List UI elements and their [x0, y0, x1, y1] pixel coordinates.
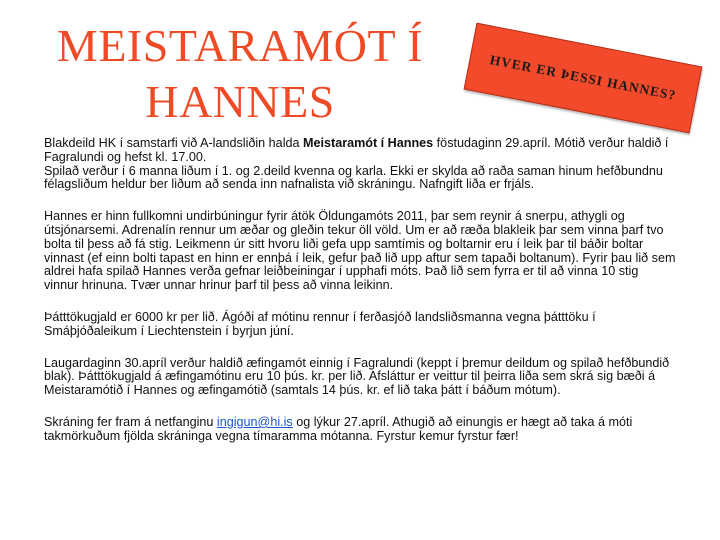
- intro-text-end: föstudaginn 29.apríl. Mótið verður haldið í Fagralundi og hefst kl. 17.00.: [44, 136, 669, 164]
- page-title-line-1: MEISTARAMÓT Í: [56, 20, 424, 71]
- email-link[interactable]: ingigun@hi.is: [216, 414, 293, 429]
- intro-text-start: Blakdeild HK í samstarfi við A-landsliðin halda: [44, 136, 303, 150]
- registration-text-end: og lýkur 27.apríl. Athugið að einungis er hægt að taka á móti takmörkuðum fjölda skráninga vegna tímaramma mótanna. Fyrstur kemur fyrstur fær!: [44, 414, 633, 443]
- format-paragraph: Spilað verður í 6 manna liðum í 1. og 2.deild kvenna og karla. Ekki er skylda að raða saman hinum hefðbundnu félagsliðum heldur ber liðum að senda inn nafnalista við skráningu. Nafngift liða er frjáls.: [44, 163, 663, 192]
- event-name: Meistaramót í Hannes: [303, 136, 434, 150]
- sticker-text: HVER ER ÞESSI HANNES?: [488, 52, 678, 103]
- page-title: [30, 18, 450, 130]
- document-body: [44, 137, 676, 462]
- practice-tournament-paragraph: Laugardaginn 30.apríl verður haldið æfingamót einnig í Fagralundi (keppt í þremur deildum og spilað hefðbundið blak). Þátttökugjald á æfingamótinu eru 10 þús. kr. per lið. Afsláttur er veittur til þeirra liða sem skrá sig bæði á Meistaramótið í Hannes og æfingamótið (samtals 14 þús. kr. ef lið taka þátt í báðum mótum).: [44, 355, 670, 398]
- registration-text-start: Skráning fer fram á netfanginu: [44, 414, 217, 429]
- fee-paragraph: Þátttökugjald er 6000 kr per lið. Ágóði af mótinu rennur í ferðasjóð landsliðsmanna vegna þátttöku í Smáþjóðaleikum í Liechtenstein í byrjun júní.: [44, 309, 596, 338]
- rules-paragraph: Hannes er hinn fullkomni undirbúningur fyrir átök Öldungamóts 2011, þar sem reynir á snerpu, athygli og útsjónarsemi. Adrenalín rennur um æðar og gleðin tekur öll völd. Um er að ræða blakleik þar sem vinna þarf tvo bolta til þess að fá stig. Leikmenn úr sitt hvoru liði gefa upp samtímis og boltarnir eru í leik þar til báðir boltar vinnast (ef einn bolti tapast en hinn er ennþá í leik, gefur það lið upp aftur sem tapaði boltanum). Fyrir þau lið sem aldrei hafa spilað Hannes verða gefnar leiðbeiningar í upphafi móts. Það lið sem fyrra er til að vinna 10 stig vinnur hrinuna. Tvær unnar hrinur þarf til þess að vinna leikinn.: [44, 209, 676, 293]
- intro-paragraph: [44, 137, 676, 165]
- sticker-banner: [464, 23, 703, 134]
- registration-paragraph: [44, 416, 676, 444]
- page-title-line-2: HANNES: [145, 76, 335, 127]
